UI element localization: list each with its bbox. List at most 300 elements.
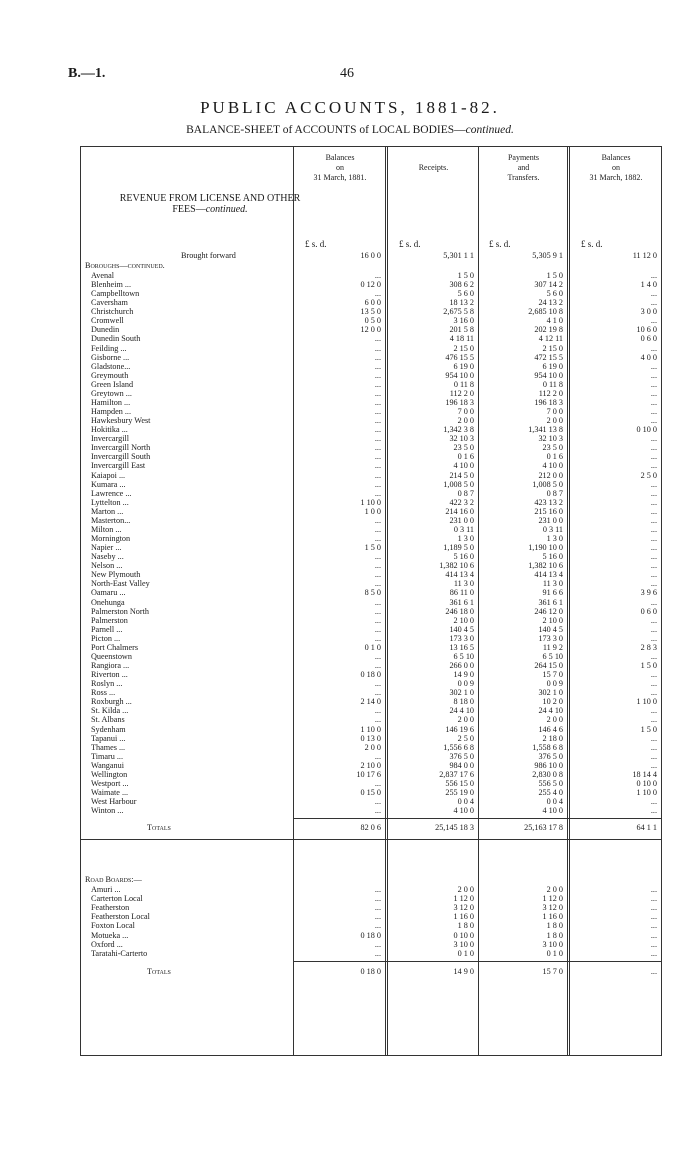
row-label: Dunedin (91, 325, 120, 334)
amount-cell: ... (650, 289, 657, 298)
row-label: Amuri ... (91, 885, 121, 894)
amount-cell: 2 0 0 (457, 885, 474, 894)
amount-cell: 215 16 0 (534, 507, 563, 516)
amount-cell: 1,190 10 0 (528, 543, 563, 552)
amount-cell: 146 4 6 (538, 725, 563, 734)
row-label: Sydenham (91, 725, 126, 734)
amount-cell: 4 10 0 (453, 806, 474, 815)
row-label: Invercargill East (91, 461, 146, 470)
units-label: £ s. d. (305, 239, 327, 249)
amount-cell: 376 5 0 (538, 752, 563, 761)
amount-cell: 32 10 3 (449, 434, 474, 443)
amount-cell: ... (374, 471, 381, 480)
amount-cell: 16 0 0 (360, 251, 381, 260)
row-label: Foxton Local (91, 921, 135, 930)
amount-cell: 6 19 0 (453, 362, 474, 371)
amount-cell: 214 5 0 (449, 471, 474, 480)
row-label: Tapanui ... (91, 734, 126, 743)
amount-cell: ... (650, 443, 657, 452)
amount-cell: 0 0 4 (457, 797, 474, 806)
amount-cell: ... (650, 625, 657, 634)
amount-cell: 361 6 1 (538, 598, 563, 607)
row-label: Napier ... (91, 543, 122, 552)
amount-cell: 0 10 0 (636, 779, 657, 788)
amount-cell: 1,342 3 8 (443, 425, 474, 434)
amount-cell: ... (374, 903, 381, 912)
row-label: St. Albans (91, 715, 125, 724)
amount-cell: 2 18 0 (542, 734, 563, 743)
table-row (81, 334, 663, 344)
amount-cell: 0 3 11 (542, 525, 563, 534)
amount-cell: 1 0 0 (364, 507, 381, 516)
amount-cell: ... (374, 598, 381, 607)
amount-cell: ... (650, 543, 657, 552)
header-line: 31 March, 1881. (313, 173, 367, 182)
amount-cell: ... (650, 679, 657, 688)
amount-cell: 212 0 0 (538, 471, 563, 480)
amount-cell: 3 12 0 (453, 903, 474, 912)
amount-cell: 2 5 0 (640, 471, 657, 480)
amount-cell: 214 16 0 (445, 507, 474, 516)
header-line: Payments (507, 153, 540, 162)
amount-cell: 18 14 4 (632, 770, 657, 779)
amount-cell: ... (650, 507, 657, 516)
amount-cell: ... (650, 940, 657, 949)
amount-cell: 5 6 0 (457, 289, 474, 298)
amount-cell: ... (650, 516, 657, 525)
amount-cell: 1 5 0 (364, 543, 381, 552)
amount-cell: 1 5 0 (640, 661, 657, 670)
amount-cell: 1 5 0 (546, 271, 563, 280)
amount-cell: 4 18 11 (449, 334, 474, 343)
amount-cell: 231 0 0 (538, 516, 563, 525)
road-boards-heading (81, 875, 663, 885)
amount-cell: 255 4 0 (538, 788, 563, 797)
row-label: Taratahi-Carterto (91, 949, 148, 958)
row-label: Totals (147, 823, 171, 832)
row-label: Greytown ... (91, 389, 132, 398)
amount-cell: ... (650, 271, 657, 280)
table-row (81, 715, 663, 725)
balance-sheet-table (80, 146, 662, 1056)
amount-cell: 954 10 0 (445, 371, 474, 380)
row-label: Totals (147, 967, 171, 976)
page-ref: B.—1. (68, 66, 106, 81)
row-label: Roslyn ... (91, 679, 123, 688)
amount-cell: 1 4 0 (640, 280, 657, 289)
amount-cell: 3 12 0 (542, 903, 563, 912)
amount-cell: ... (650, 743, 657, 752)
amount-cell: 2 0 0 (457, 715, 474, 724)
amount-cell: 2 5 0 (457, 734, 474, 743)
subtitle-continued: continued. (465, 124, 514, 136)
amount-cell: ... (374, 480, 381, 489)
amount-cell: 954 10 0 (534, 371, 563, 380)
amount-cell: 11 3 0 (542, 579, 563, 588)
amount-cell: 5 6 0 (546, 289, 563, 298)
row-label: Winton ... (91, 806, 124, 815)
row-label: Hamilton ... (91, 398, 131, 407)
amount-cell: 1 8 0 (457, 921, 474, 930)
amount-cell: ... (650, 652, 657, 661)
amount-cell: ... (374, 534, 381, 543)
amount-cell: 4 12 11 (538, 334, 563, 343)
amount-cell: ... (650, 416, 657, 425)
table-row (81, 921, 663, 931)
amount-cell: 10 2 0 (542, 697, 563, 706)
amount-cell: ... (374, 371, 381, 380)
amount-cell: ... (374, 779, 381, 788)
row-label: Hampden ... (91, 407, 132, 416)
amount-cell: ... (650, 344, 657, 353)
amount-cell: ... (374, 921, 381, 930)
row-label: Gladstone... (91, 362, 131, 371)
row-label: Palmerston North (91, 607, 149, 616)
row-label: Nelson ... (91, 561, 123, 570)
amount-cell: 14 9 0 (453, 670, 474, 679)
amount-cell: ... (650, 579, 657, 588)
amount-cell: 5 16 0 (542, 552, 563, 561)
row-label: North-East Valley (91, 579, 150, 588)
amount-cell: 1 10 0 (360, 498, 381, 507)
row-label: Westport ... (91, 779, 129, 788)
amount-cell: ... (374, 552, 381, 561)
amount-cell: 2 10 0 (542, 616, 563, 625)
amount-cell: 25,145 18 3 (435, 823, 474, 832)
units-label: £ s. d. (399, 239, 421, 249)
amount-cell: 0 15 0 (360, 788, 381, 797)
amount-cell: 0 18 0 (360, 670, 381, 679)
amount-cell: ... (650, 380, 657, 389)
row-label: Invercargill (91, 434, 130, 443)
amount-cell: ... (650, 734, 657, 743)
amount-cell: ... (374, 461, 381, 470)
table-row (81, 461, 663, 471)
amount-cell: 0 0 9 (546, 679, 563, 688)
row-label: Masterton... (91, 516, 131, 525)
brought-forward-row (81, 251, 663, 261)
amount-cell: ... (374, 561, 381, 570)
amount-cell: ... (374, 452, 381, 461)
amount-cell: ... (650, 407, 657, 416)
amount-cell: ... (374, 752, 381, 761)
amount-cell: 8 18 0 (453, 697, 474, 706)
row-label: Riverton ... (91, 670, 128, 679)
amount-cell: 1,382 10 6 (439, 561, 474, 570)
amount-cell: 1,382 10 6 (528, 561, 563, 570)
row-label: Kaiapoi ... (91, 471, 126, 480)
row-label: Invercargill North (91, 443, 151, 452)
row-label: Milton ... (91, 525, 122, 534)
amount-cell: ... (650, 362, 657, 371)
row-label: Parnell ... (91, 625, 123, 634)
amount-cell: 86 11 0 (449, 588, 474, 597)
amount-cell: 1 10 0 (636, 788, 657, 797)
amount-cell: 6 5 10 (453, 652, 474, 661)
amount-cell: 0 10 0 (636, 425, 657, 434)
amount-cell: 1 12 0 (542, 894, 563, 903)
row-label: Motueka ... (91, 931, 129, 940)
table-row (81, 949, 663, 959)
row-label: Invercargill South (91, 452, 151, 461)
row-label: Marton ... (91, 507, 124, 516)
amount-cell: ... (650, 452, 657, 461)
row-label: Lyttelton ... (91, 498, 129, 507)
row-label: Queenstown (91, 652, 132, 661)
amount-cell: ... (650, 534, 657, 543)
row-label: Greymouth (91, 371, 129, 380)
amount-cell: 6 5 10 (542, 652, 563, 661)
amount-cell: 2,685 10 8 (528, 307, 563, 316)
header-payments (480, 153, 567, 183)
amount-cell: 4 10 0 (542, 461, 563, 470)
section-title (115, 193, 305, 215)
header-line: Balances (601, 153, 631, 162)
amount-cell: ... (650, 761, 657, 770)
amount-cell: 1 10 0 (636, 697, 657, 706)
row-label: Caversham (91, 298, 128, 307)
amount-cell: 0 3 11 (453, 525, 474, 534)
header-line: Transfers. (507, 173, 540, 182)
row-label: West Harbour (91, 797, 137, 806)
amount-cell: 264 15 0 (534, 661, 563, 670)
header-balances-1882 (571, 153, 661, 183)
amount-cell: 4 0 0 (640, 353, 657, 362)
amount-cell: ... (374, 353, 381, 362)
amount-cell: 1 3 0 (546, 534, 563, 543)
row-label: Christchurch (91, 307, 134, 316)
amount-cell: 32 10 3 (538, 434, 563, 443)
amount-cell: ... (650, 797, 657, 806)
header-line: on (336, 163, 344, 172)
amount-cell: 1 5 0 (457, 271, 474, 280)
amount-cell: ... (650, 570, 657, 579)
amount-cell: 11 3 0 (453, 579, 474, 588)
amount-cell: ... (650, 670, 657, 679)
amount-cell: 10 6 0 (636, 325, 657, 334)
header-line: Balances (325, 153, 355, 162)
row-label: Featherston Local (91, 912, 150, 921)
amount-cell: 91 6 6 (542, 588, 563, 597)
row-label: Campbelltown (91, 289, 140, 298)
amount-cell: 231 0 0 (449, 516, 474, 525)
amount-cell: ... (374, 380, 381, 389)
amount-cell: 2 0 0 (546, 416, 563, 425)
amount-cell: 0 5 0 (364, 316, 381, 325)
amount-cell: 0 0 4 (546, 797, 563, 806)
totals-rule (293, 818, 661, 819)
amount-cell: 24 4 10 (449, 706, 474, 715)
amount-cell: 15 7 0 (542, 967, 563, 976)
amount-cell: ... (650, 316, 657, 325)
amount-cell: 246 12 0 (534, 607, 563, 616)
row-label: Waimate ... (91, 788, 129, 797)
table-row (81, 806, 663, 816)
amount-cell: 13 16 5 (449, 643, 474, 652)
amount-cell: 0 1 6 (457, 452, 474, 461)
row-label: Hawkesbury West (91, 416, 151, 425)
amount-cell: ... (650, 489, 657, 498)
amount-cell: ... (374, 389, 381, 398)
amount-cell: 1,189 5 0 (443, 543, 474, 552)
header-line: on (612, 163, 620, 172)
amount-cell: 2 0 0 (546, 715, 563, 724)
amount-cell: ... (650, 561, 657, 570)
amount-cell: 4 10 0 (542, 806, 563, 815)
amount-cell: 2,837 17 6 (439, 770, 474, 779)
boroughs-label: Boroughs—continued. (85, 261, 165, 270)
amount-cell: 0 0 9 (457, 679, 474, 688)
amount-cell: ... (650, 371, 657, 380)
row-label: Gisborne ... (91, 353, 130, 362)
amount-cell: 0 11 8 (453, 380, 474, 389)
amount-cell: 4 10 0 (453, 461, 474, 470)
amount-cell: 0 13 0 (360, 734, 381, 743)
row-label: Ross ... (91, 688, 116, 697)
row-label: Oamaru ... (91, 588, 126, 597)
amount-cell: 0 1 0 (457, 949, 474, 958)
subtitle-main: BALANCE-SHEET of ACCOUNTS of LOCAL BODIES— (186, 124, 466, 136)
amount-cell: ... (374, 616, 381, 625)
row-label: Featherston (91, 903, 130, 912)
amount-cell: ... (650, 903, 657, 912)
amount-cell: 173 3 0 (538, 634, 563, 643)
amount-cell: ... (650, 931, 657, 940)
amount-cell: 1 5 0 (640, 725, 657, 734)
row-label: St. Kilda ... (91, 706, 129, 715)
amount-cell: 24 13 2 (538, 298, 563, 307)
amount-cell: 423 13 2 (534, 498, 563, 507)
amount-cell: 10 17 6 (356, 770, 381, 779)
amount-cell: ... (374, 912, 381, 921)
amount-cell: 0 8 7 (457, 489, 474, 498)
amount-cell: 7 0 0 (546, 407, 563, 416)
amount-cell: ... (374, 634, 381, 643)
amount-cell: 6 19 0 (542, 362, 563, 371)
header-receipts (389, 163, 478, 173)
section-title-continued: continued. (205, 204, 248, 215)
amount-cell: ... (650, 616, 657, 625)
section-divider (81, 839, 661, 840)
amount-cell: ... (650, 715, 657, 724)
amount-cell: ... (650, 885, 657, 894)
amount-cell: 307 14 2 (534, 280, 563, 289)
row-label: Kumara ... (91, 480, 126, 489)
amount-cell: 0 18 0 (360, 967, 381, 976)
amount-cell: ... (374, 652, 381, 661)
row-label: Mornington (91, 534, 131, 543)
amount-cell: ... (650, 461, 657, 470)
amount-cell: 414 13 4 (534, 570, 563, 579)
row-label: New Plymouth (91, 570, 141, 579)
amount-cell: 1 10 0 (360, 725, 381, 734)
amount-cell: 201 5 8 (449, 325, 474, 334)
page-number: 46 (340, 66, 354, 81)
amount-cell: ... (650, 688, 657, 697)
amount-cell: 173 3 0 (449, 634, 474, 643)
amount-cell: ... (650, 480, 657, 489)
amount-cell: 2 10 0 (453, 616, 474, 625)
amount-cell: 7 0 0 (457, 407, 474, 416)
amount-cell: 5,305 9 1 (532, 251, 563, 260)
amount-cell: ... (650, 398, 657, 407)
amount-cell: 140 4 5 (538, 625, 563, 634)
amount-cell: 308 6 2 (449, 280, 474, 289)
amount-cell: 2 0 0 (457, 416, 474, 425)
amount-cell: 1 12 0 (453, 894, 474, 903)
header-line: and (517, 163, 530, 172)
amount-cell: 1 16 0 (453, 912, 474, 921)
amount-cell: 556 15 0 (445, 779, 474, 788)
amount-cell: 266 0 0 (449, 661, 474, 670)
row-label: Picton ... (91, 634, 121, 643)
amount-cell: 246 18 0 (445, 607, 474, 616)
amount-cell: 422 3 2 (449, 498, 474, 507)
amount-cell: 376 5 0 (449, 752, 474, 761)
row-label: Cromwell (91, 316, 124, 325)
amount-cell: 556 5 0 (538, 779, 563, 788)
amount-cell: 146 19 6 (445, 725, 474, 734)
amount-cell: 18 13 2 (449, 298, 474, 307)
amount-cell: 11 12 0 (632, 251, 657, 260)
amount-cell: 2 0 0 (364, 743, 381, 752)
amount-cell: 5 16 0 (453, 552, 474, 561)
amount-cell: 2 10 0 (360, 761, 381, 770)
amount-cell: ... (374, 416, 381, 425)
amount-cell: ... (374, 434, 381, 443)
amount-cell: 1,008 5 0 (532, 480, 563, 489)
header-balances-1881 (295, 153, 385, 183)
row-label: Green Island (91, 380, 134, 389)
amount-cell: 11 9 2 (542, 643, 563, 652)
amount-cell: 23 5 0 (453, 443, 474, 452)
amount-cell: 476 15 5 (445, 353, 474, 362)
amount-cell: 5,301 1 1 (443, 251, 474, 260)
amount-cell: 1 8 0 (546, 921, 563, 930)
amount-cell: 984 0 0 (449, 761, 474, 770)
amount-cell: ... (650, 706, 657, 715)
page-subtitle (0, 124, 700, 136)
row-label: Thames ... (91, 743, 126, 752)
page-title: PUBLIC ACCOUNTS, 1881-82. (200, 98, 500, 117)
amount-cell: ... (650, 552, 657, 561)
amount-cell: ... (374, 570, 381, 579)
header-line: 31 March, 1882. (589, 173, 643, 182)
amount-cell: ... (374, 885, 381, 894)
amount-cell: 82 0 6 (360, 823, 381, 832)
amount-cell: 1 8 0 (546, 931, 563, 940)
section-title-text: REVENUE FROM LICENSE AND OTHER FEES— (119, 193, 301, 215)
amount-cell: ... (374, 407, 381, 416)
row-label: Wellington (91, 770, 128, 779)
amount-cell: 196 18 3 (534, 398, 563, 407)
amount-cell: ... (374, 516, 381, 525)
amount-cell: ... (374, 607, 381, 616)
amount-cell: 25,163 17 8 (524, 823, 563, 832)
amount-cell: ... (374, 271, 381, 280)
amount-cell: 140 4 5 (449, 625, 474, 634)
totals-row (81, 967, 663, 977)
amount-cell: ... (374, 289, 381, 298)
amount-cell: ... (374, 797, 381, 806)
amount-cell: 1 3 0 (457, 534, 474, 543)
amount-cell: 8 5 0 (364, 588, 381, 597)
amount-cell: 23 5 0 (542, 443, 563, 452)
amount-cell: 3 10 0 (542, 940, 563, 949)
amount-cell: 3 16 0 (453, 316, 474, 325)
boroughs-heading (81, 261, 663, 271)
amount-cell: ... (650, 634, 657, 643)
